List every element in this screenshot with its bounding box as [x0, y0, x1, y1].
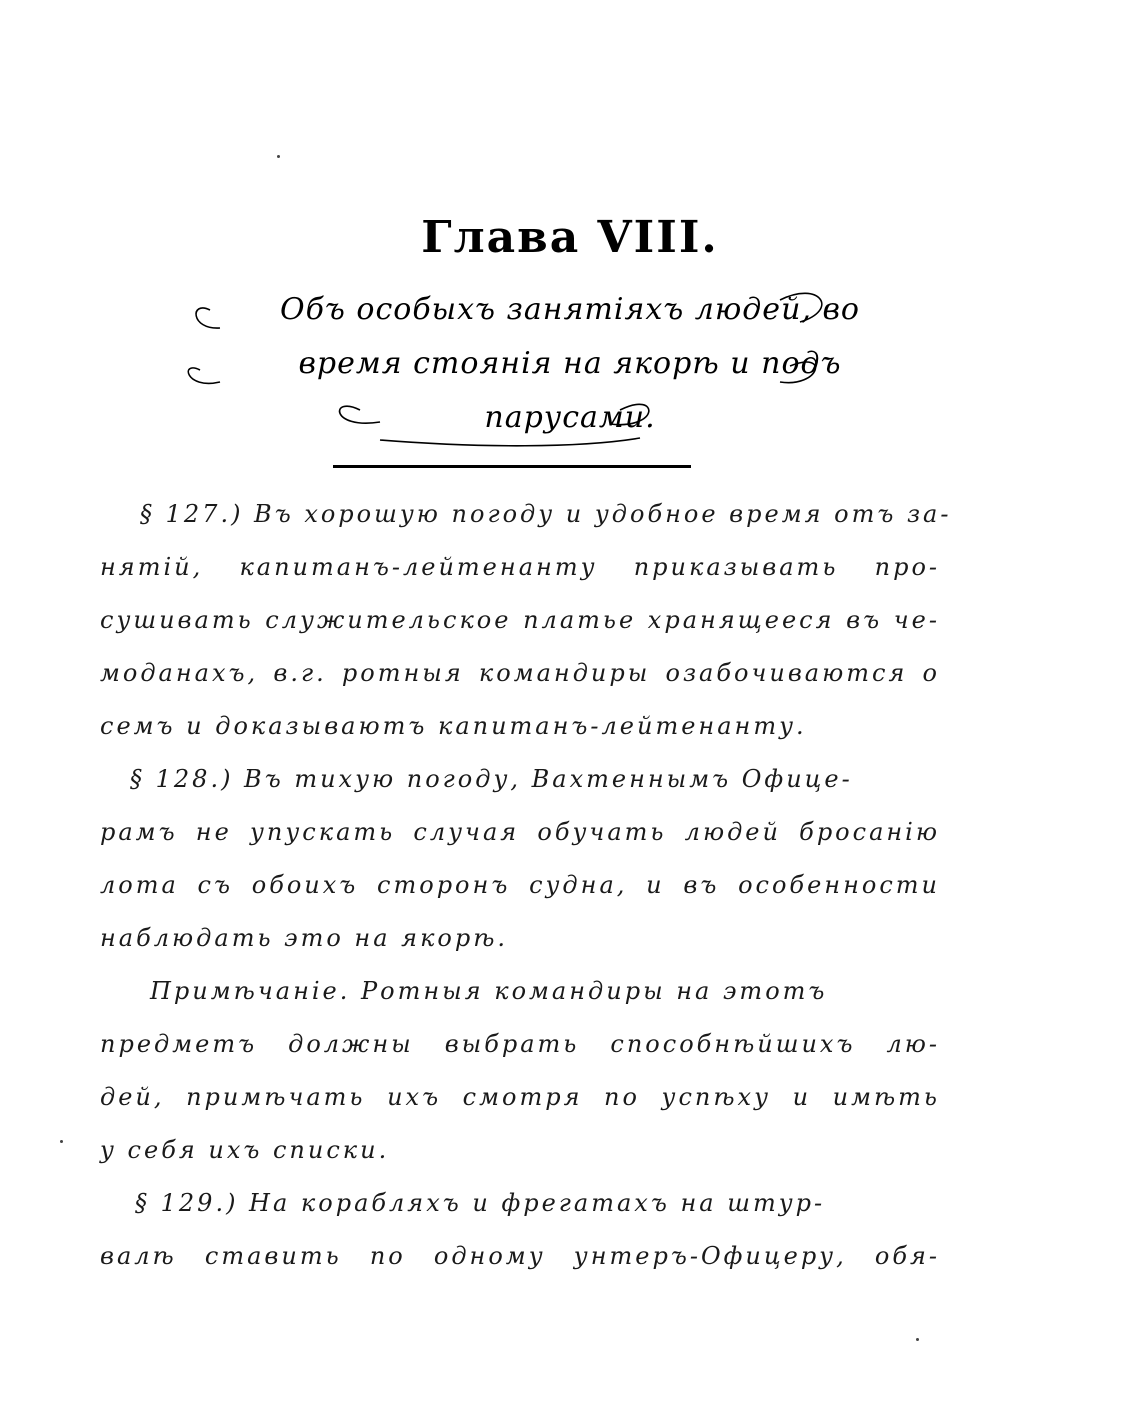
body-line: § 129.) На корабляхъ и фрегатахъ на штур- [135, 1189, 826, 1217]
body-line: § 128.) Въ тихую погоду, Вахтеннымъ Офице- [130, 765, 853, 793]
body-line: семъ и доказываютъ капитанъ-лейтенанту. [100, 712, 807, 740]
body-line: лота съ обоихъ сторонъ судна, и въ особенности [100, 871, 940, 899]
note-line: предметъ должны выбрать способнѣйшихъ лю- [100, 1030, 940, 1058]
heading-divider [333, 465, 691, 468]
body-line: валѣ ставить по одному унтеръ-Офицеру, обя- [100, 1242, 940, 1270]
body-line: наблюдать это на якорѣ. [100, 924, 509, 952]
body-line: рамъ не упускать случая обучать людей бросанію [100, 818, 940, 846]
body-line: § 127.) Въ хорошую погоду и удобное время отъ за- [140, 500, 952, 528]
body-line: моданахъ, в.г. ротныя командиры озабочиваются о [100, 659, 940, 687]
speck [916, 1338, 919, 1341]
note-line: у себя ихъ списки. [100, 1136, 390, 1164]
note-line: дей, примѣчать ихъ смотря по успѣху и имѣть [100, 1083, 940, 1111]
subtitle-line-2: время стоянія на якорѣ и подъ [298, 346, 842, 381]
speck [277, 155, 280, 158]
body-line: сушивать служительское платье хранящееся въ че- [100, 606, 940, 634]
note-line: Примѣчаніе. Ротныя командиры на этотъ [150, 977, 828, 1005]
speck [60, 1140, 63, 1143]
body-line: нятій, капитанъ-лейтенанту приказывать про- [100, 553, 940, 581]
chapter-heading: Глава VIII. [421, 212, 719, 263]
subtitle-line-1: Объ особыхъ занятіяхъ людей, во [280, 292, 860, 327]
subtitle-line-3: парусами. [484, 400, 656, 435]
